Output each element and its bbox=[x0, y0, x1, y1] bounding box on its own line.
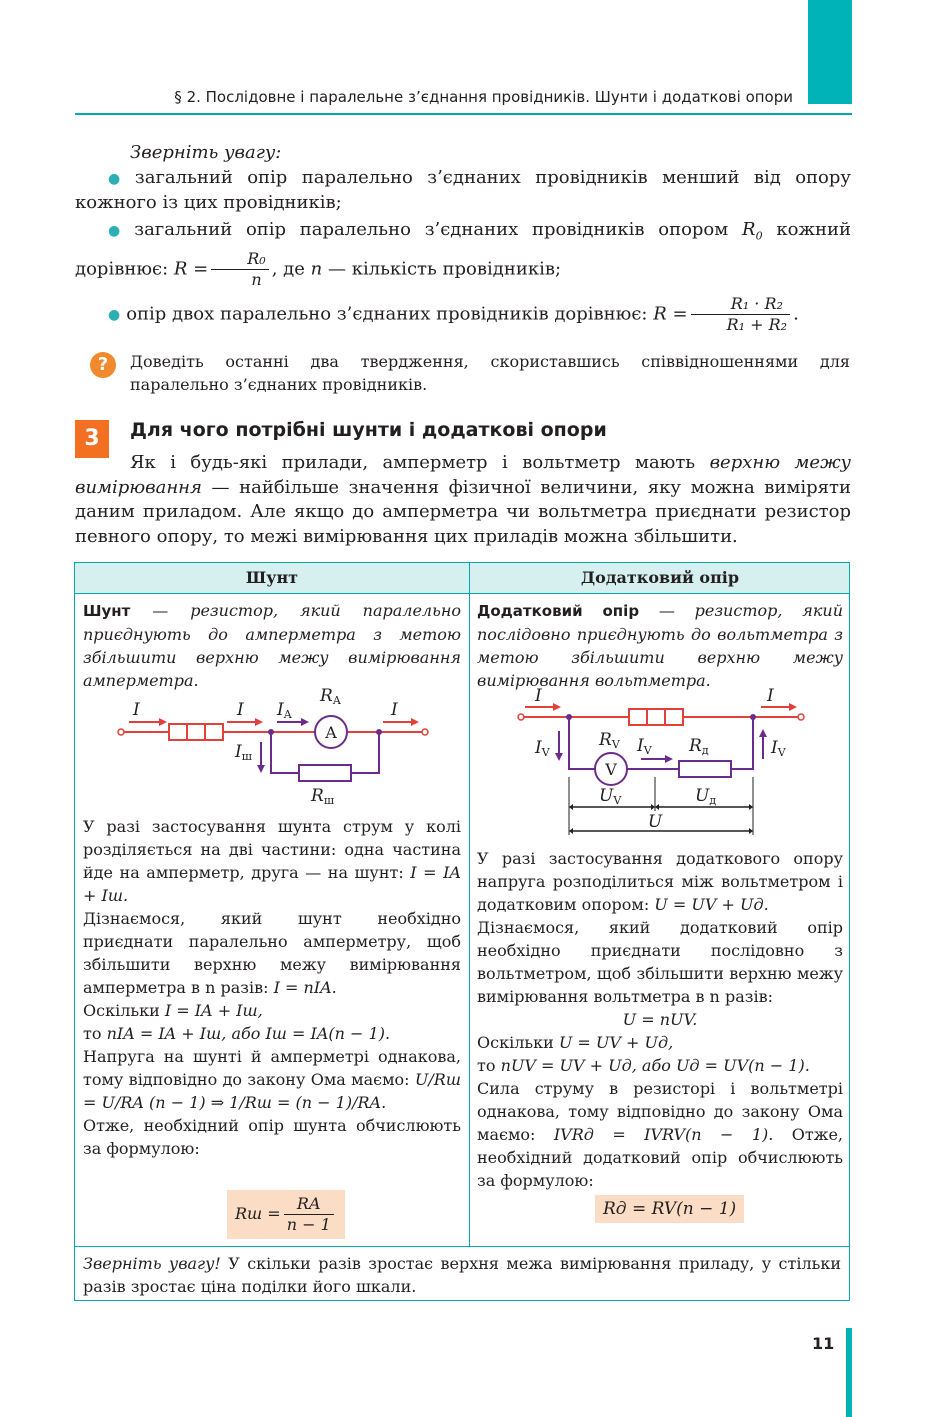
col-header-addres: Додатковий опір bbox=[580, 568, 740, 587]
running-header: § 2. Послідовне і паралельне з’єднання провідників. Шунти і додаткові опори bbox=[174, 88, 793, 106]
shunt-definition: Шунт — резистор, який паралельно приєднують до амперметра з метою збільшити верхню межу вимірювання амперметра. bbox=[83, 601, 461, 690]
label-I-right: I bbox=[767, 687, 774, 706]
col-header-shunt: Шунт bbox=[245, 568, 299, 587]
voltmeter-letter: V bbox=[605, 760, 617, 779]
resistor-top bbox=[629, 709, 683, 725]
label-IV-right: IV bbox=[771, 738, 786, 759]
note-bullet-2: ● загальний опір паралельно з’єднаних провідників опором $R_0$ кожний дорівнює: R = $\frac{\text{R₀}}{n}$ , де n — кількість провідників; bbox=[75, 218, 851, 289]
addres-final-formula: Rд = RV(n − 1) bbox=[595, 1195, 744, 1223]
label-Rd: Rд bbox=[689, 736, 709, 757]
formula-parallel-two: $\frac{\text{R₁ · R₂}}{\text{R₁ + R₂}}$ bbox=[691, 294, 791, 335]
question-text: Доведіть останні два твердження, скориставшись співвідношеннями для паралельно з’єднаних провідників. bbox=[130, 352, 850, 394]
ammeter-letter: A bbox=[325, 723, 337, 742]
terminal-left bbox=[518, 714, 524, 720]
label-IA: IA bbox=[277, 700, 292, 721]
note-lead: Зверніть увагу: bbox=[130, 142, 282, 163]
label-I-right: I bbox=[391, 700, 398, 720]
section-title: Для чого потрібні шунти і додаткові опори bbox=[130, 419, 607, 441]
comparison-table bbox=[74, 562, 850, 1301]
shunt-circuit-diagram bbox=[115, 687, 435, 807]
section-number: 3 bbox=[75, 420, 109, 458]
shunt-resistor bbox=[299, 765, 351, 781]
resistor-left bbox=[169, 724, 223, 740]
terminal-right bbox=[798, 714, 804, 720]
label-RA: RA bbox=[320, 687, 341, 707]
label-Rsh: Rш bbox=[311, 786, 335, 807]
label-UV: UV bbox=[599, 786, 622, 807]
terminal-right bbox=[422, 729, 428, 735]
header-rule bbox=[75, 113, 852, 115]
table-footer-note: Зверніть увагу! У скільки разів зростає верхня межа вимірювання приладу, у стільки разів зростає ціна поділки його шкали. bbox=[83, 1254, 842, 1296]
label-RV: RV bbox=[599, 730, 620, 751]
chapter-tab bbox=[808, 0, 852, 104]
page-number: 11 bbox=[812, 1334, 835, 1353]
bullet-icon: ● bbox=[108, 170, 129, 187]
note-bullet-1: ● загальний опір паралельно з’єднаних провідників менший від опору кожного із цих провідників; bbox=[75, 166, 851, 213]
table-footer-rule bbox=[75, 1246, 849, 1247]
bullet-icon: ● bbox=[108, 307, 121, 324]
question-icon: ? bbox=[90, 352, 116, 378]
page-edge-bar bbox=[846, 1328, 852, 1417]
label-Ud: Uд bbox=[695, 786, 717, 807]
terminal-left bbox=[118, 729, 124, 735]
label-I-left: I bbox=[535, 687, 542, 706]
note-block bbox=[75, 141, 851, 335]
addres-explanation: У разі застосування додаткового опору напруга розподілиться між вольтметром і додатковим опором: U = UV + Uд. Дізнаємося, який додатковий опір необхідно приєднати послідовно з вольтметром, щоб збільшити верхню межу вимірювання вольтметра в n разів: U = nUV. Оскільки U = UV + Uд, то nUV = UV + Uд, або Uд = UV(n − 1). Сила струму в резисторі і вольтметрі однакова, тому відповідно до закону Ома маємо: IVRд = IVRV(n − 1). Отже, необхідний додатковий опір обчислюють за формулою: bbox=[477, 849, 843, 1190]
section-paragraph: Як і будь-які прилади, амперметр і вольтметр мають верхню межу вимірювання — найбільше значення фізичної величини, яку можна виміряти даним приладом. Але якщо до амперметра чи вольтметра приєднати резистор певного опору, то межі вимірювання цих приладів можна збільшити. bbox=[75, 452, 851, 547]
column-divider bbox=[469, 563, 470, 1246]
additional-resistor bbox=[679, 761, 731, 777]
label-U: U bbox=[647, 812, 663, 832]
note-bullet-3: ● опір двох паралельно з’єднаних провідників дорівнює: R = $\frac{\text{R₁ · R₂}}{\text{R₁ + R₂}}$ . bbox=[108, 293, 799, 334]
formula-r0-over-n: $\frac{\text{R₀}}{n}$ bbox=[211, 249, 268, 290]
label-I-left: I bbox=[133, 700, 140, 720]
bullet-icon: ● bbox=[108, 222, 129, 239]
shunt-explanation: У разі застосування шунта струм у колі розділяється на дві частини: одна частина йде на амперметр, друга — на шунт: I = IA + Iш. Дізнаємося, який шунт необхідно приєднати паралельно амперметру, щоб збільшити верхню межу вимірювання амперметра в n разів: I = nIA. Оскільки I = IA + Iш, то nIA = IA + Iш, або Iш = IA(n − 1). Напруга на шунті й амперметрі однакова, тому відповідно до закону Ома маємо: U/Rш = U/RA (n − 1) ⇒ 1/Rш = (n − 1)/RA. Отже, необхідний опір шунта обчислюють за формулою: bbox=[83, 817, 461, 1158]
label-Ish: Iш bbox=[235, 742, 252, 763]
shunt-final-formula: Rш = $\frac{RA}{n - 1}$ bbox=[227, 1190, 345, 1239]
label-I-mid: I bbox=[237, 700, 244, 720]
addres-definition: Додатковий опір — резистор, який послідовно приєднують до вольтметра з метою збільшити верхню межу вимірювання вольтметра. bbox=[477, 601, 843, 690]
label-IV-mid: IV bbox=[637, 736, 652, 757]
addres-circuit-diagram bbox=[515, 687, 815, 843]
label-IV-left: IV bbox=[535, 738, 550, 759]
table-header bbox=[75, 563, 849, 594]
